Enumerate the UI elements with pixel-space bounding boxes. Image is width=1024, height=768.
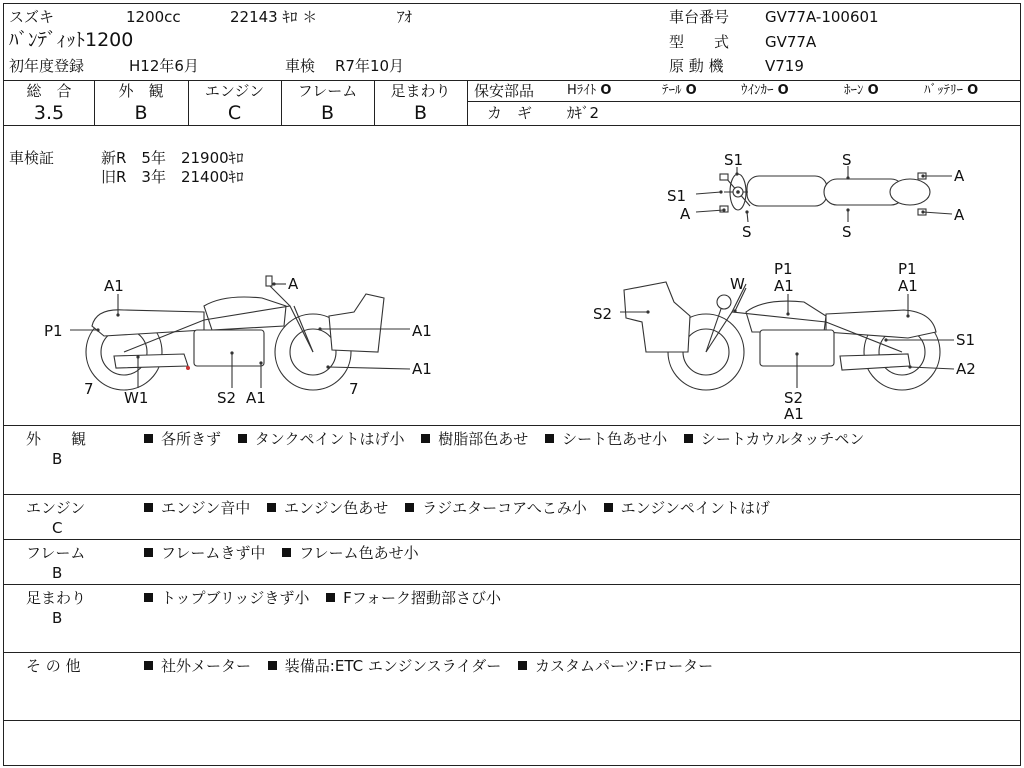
inspection-label: 車検 (285, 57, 316, 75)
remark-grade: B (52, 564, 63, 582)
grade-header-total: 総 合 (26, 82, 72, 100)
grade-exterior: B (134, 102, 148, 124)
first-registration-label: 初年度登録 (9, 57, 85, 75)
right-side-motorcycle (620, 282, 954, 390)
grade-header-exterior: 外 観 (118, 82, 164, 100)
divider (467, 101, 1020, 102)
top-view-motorcycle (696, 166, 952, 222)
remark-category: 足まわり (26, 589, 87, 607)
first-registration-value: H12年6月 (129, 57, 199, 75)
divider (4, 494, 1020, 495)
diagram-label: A (680, 205, 691, 223)
diagram-label: 7 (84, 380, 94, 398)
damage-diagram (4, 126, 1020, 426)
diagram-label: W1 (124, 389, 149, 407)
grade-total: 3.5 (33, 102, 65, 124)
remark-items-other: 社外メーター 装備品:ETC エンジンスライダー カスタムパーツ:Fローター (144, 657, 725, 675)
inspection-value: R7年10月 (335, 57, 405, 75)
remark-grade: B (52, 609, 63, 627)
diagram-label: P1 (898, 260, 917, 278)
remark-items-engine: エンジン音中 エンジン色あせ ラジエターコアへこみ小 エンジンペイントはげ (144, 499, 782, 517)
diagram-label: P1 (774, 260, 793, 278)
diagram-label: A2 (956, 360, 976, 378)
diagram-label: 7 (349, 380, 359, 398)
remark-items-suspension: トップブリッジきず小 Fフォーク摺動部さび小 (144, 589, 513, 607)
diagram-label: A1 (784, 405, 804, 423)
safety-item-battery: ﾊﾞｯﾃﾘｰ O (924, 83, 979, 98)
diagram-label: A (954, 167, 965, 185)
safety-item-horn: ﾎｰﾝ O (844, 83, 879, 98)
diagram-label: S (842, 151, 852, 169)
key-label: カ ギ (487, 104, 533, 122)
frame-number-value: GV77A-100601 (765, 8, 879, 26)
remark-category: フレーム (26, 544, 86, 562)
diagram-label: S (742, 223, 752, 241)
certificate-new: 新R 5年 21900ｷﾛ (101, 149, 244, 167)
diagram-label: S2 (784, 389, 804, 407)
certificate-old: 旧R 3年 21400ｷﾛ (101, 168, 244, 186)
certificate-label: 車検証 (9, 149, 55, 167)
safety-item-headlight: Hﾗｲﾄ O (567, 83, 612, 98)
grade-suspension: B (413, 102, 428, 124)
diagram-label: P1 (44, 322, 63, 340)
diagram-label: A1 (898, 277, 918, 295)
diagram-label: A1 (246, 389, 266, 407)
displacement: 1200cc (126, 8, 181, 26)
diagram-label: A (954, 206, 965, 224)
divider (467, 80, 468, 125)
grade-header-suspension: 足まわり (390, 82, 451, 100)
remark-grade: C (52, 519, 63, 537)
divider (4, 584, 1020, 585)
model-name: ﾊﾞﾝﾃﾞｨｯﾄ1200 (9, 29, 134, 51)
type-value: GV77A (765, 33, 817, 51)
diagram-label: S2 (593, 305, 613, 323)
frame-number-label: 車台番号 (669, 8, 730, 26)
divider (4, 425, 1020, 426)
diagram-label: A1 (774, 277, 794, 295)
diagram-label: S1 (956, 331, 976, 349)
remark-category: 外 観 (26, 430, 87, 448)
remark-items-frame: フレームきず中 フレーム色あせ小 (144, 544, 431, 562)
remark-category: そ の 他 (26, 657, 81, 675)
remark-category: エンジン (26, 499, 86, 517)
safety-parts-label: 保安部品 (474, 82, 535, 100)
diagram-label: A1 (412, 360, 432, 378)
remark-items-exterior: 各所きず タンクペイントはげ小 樹脂部色あせ シート色あせ小 シートカウルタッチペン (144, 430, 876, 448)
safety-item-winker: ｳｲﾝｶｰ O (741, 83, 789, 98)
diagram-label: A1 (104, 277, 124, 295)
diagram-label: S (842, 223, 852, 241)
diagram-label: S2 (217, 389, 237, 407)
inspection-sheet (3, 3, 1021, 766)
maker: スズキ (9, 8, 55, 26)
grade-header-frame: フレーム (297, 82, 358, 100)
mileage: 22143 ｷﾛ ＊ (230, 8, 318, 26)
remark-grade: B (52, 450, 63, 468)
divider (4, 80, 1020, 81)
type-label: 型 式 (669, 33, 730, 51)
grade-engine: C (227, 102, 242, 124)
safety-item-taillight: ﾃｰﾙ O (662, 83, 697, 98)
divider (4, 652, 1020, 653)
engine-model-label: 原 動 機 (669, 57, 724, 75)
key-value: ｶｷﾞ2 (567, 104, 600, 122)
body-color: ｱｵ (397, 8, 413, 26)
diagram-label: A (288, 275, 299, 293)
divider (4, 720, 1020, 721)
diagram-label: S1 (667, 187, 687, 205)
diagram-label: S1 (724, 151, 744, 169)
grade-header-engine: エンジン (204, 82, 265, 100)
diagram-label: A1 (412, 322, 432, 340)
divider (4, 539, 1020, 540)
grade-frame: B (320, 102, 335, 124)
engine-model-value: V719 (765, 57, 804, 75)
diagram-label: W (730, 275, 745, 293)
